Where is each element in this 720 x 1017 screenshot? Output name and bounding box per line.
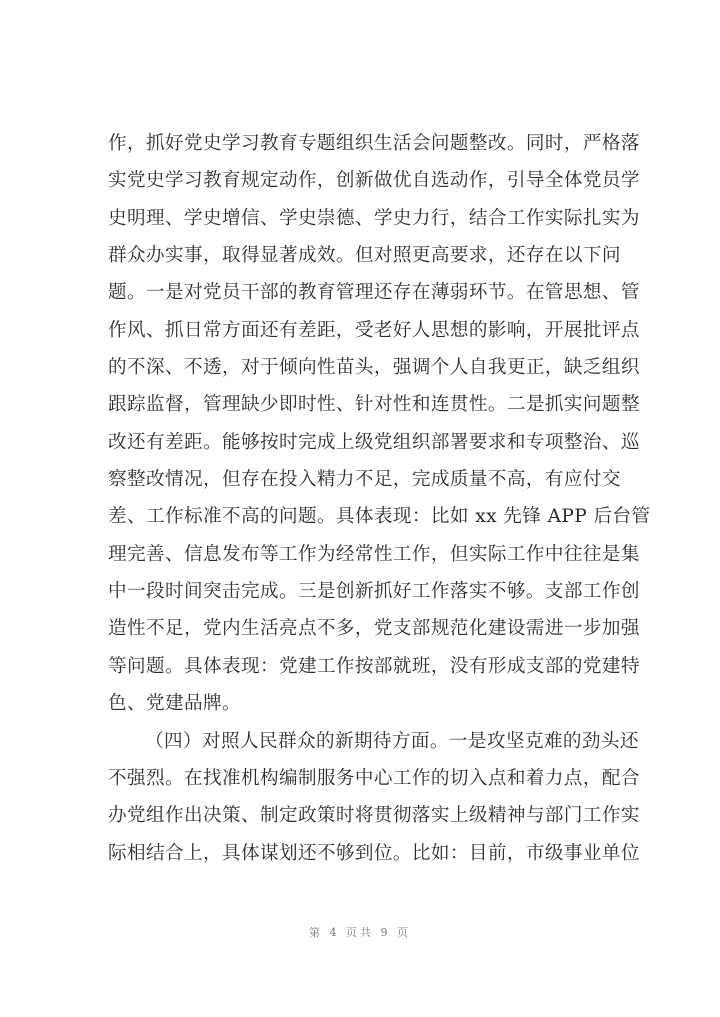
text-line: 办党组作出决策、制定政策时将贯彻落实上级精神与部门工作实 — [108, 805, 640, 827]
text-line: 差、工作标准不高的问题。具体表现：比如 xx 先锋 APP 后台管 — [108, 506, 651, 528]
section-heading-line: （四）对照人民群众的新期待方面。一是攻坚克难的劲头还 — [145, 730, 639, 752]
text-line: 作，抓好党史学习教育专题组织生活会问题整改。同时，严格落 — [108, 133, 640, 154]
text-line: 改还有差距。能够按时完成上级党组织部署要求和专项整治、巡 — [108, 431, 640, 453]
text-line: 理完善、信息发布等工作为经常性工作，但实际工作中往往是集 — [108, 543, 640, 565]
text-line: 色、党建品牌。 — [108, 693, 241, 715]
text-line: 的不深、不透，对于倾向性苗头，强调个人自我更正，缺乏组织 — [108, 357, 640, 379]
text-line: 造性不足，党内生活亮点不多，党支部规范化建设需进一步加强 — [108, 618, 640, 640]
text-line: 题。一是对党员干部的教育管理还存在薄弱环节。在管思想、管 — [108, 282, 640, 304]
text-line: 际相结合上，具体谋划还不够到位。比如：目前，市级事业单位 — [108, 842, 640, 864]
text-line: 察整改情况，但存在投入精力不足，完成质量不高，有应付交 — [108, 469, 621, 491]
text-line: 不强烈。在找准机构编制服务中心工作的切入点和着力点，配合 — [108, 767, 640, 789]
text-line: 中一段时间突击完成。三是创新抓好工作落实不够。支部工作创 — [108, 581, 640, 603]
text-line: 群众办实事，取得显著成效。但对照更高要求，还存在以下问 — [108, 245, 621, 267]
text-line: 等问题。具体表现：党建工作按部就班，没有形成支部的党建特 — [108, 655, 640, 677]
text-line: 史明理、学史增信、学史崇德、学史力行，结合工作实际扎实为 — [108, 207, 640, 229]
body-text — [108, 125, 651, 872]
text-line: 作风、抓日常方面还有差距，受老好人思想的影响，开展批评点 — [108, 319, 640, 341]
text-line: 实党史学习教育规定动作，创新做优自选动作，引导全体党员学 — [108, 170, 640, 192]
page-footer: 第 4 页共 9 页 — [309, 926, 411, 939]
text-line: 跟踪监督，管理缺少即时性、针对性和连贯性。二是抓实问题整 — [108, 394, 640, 416]
